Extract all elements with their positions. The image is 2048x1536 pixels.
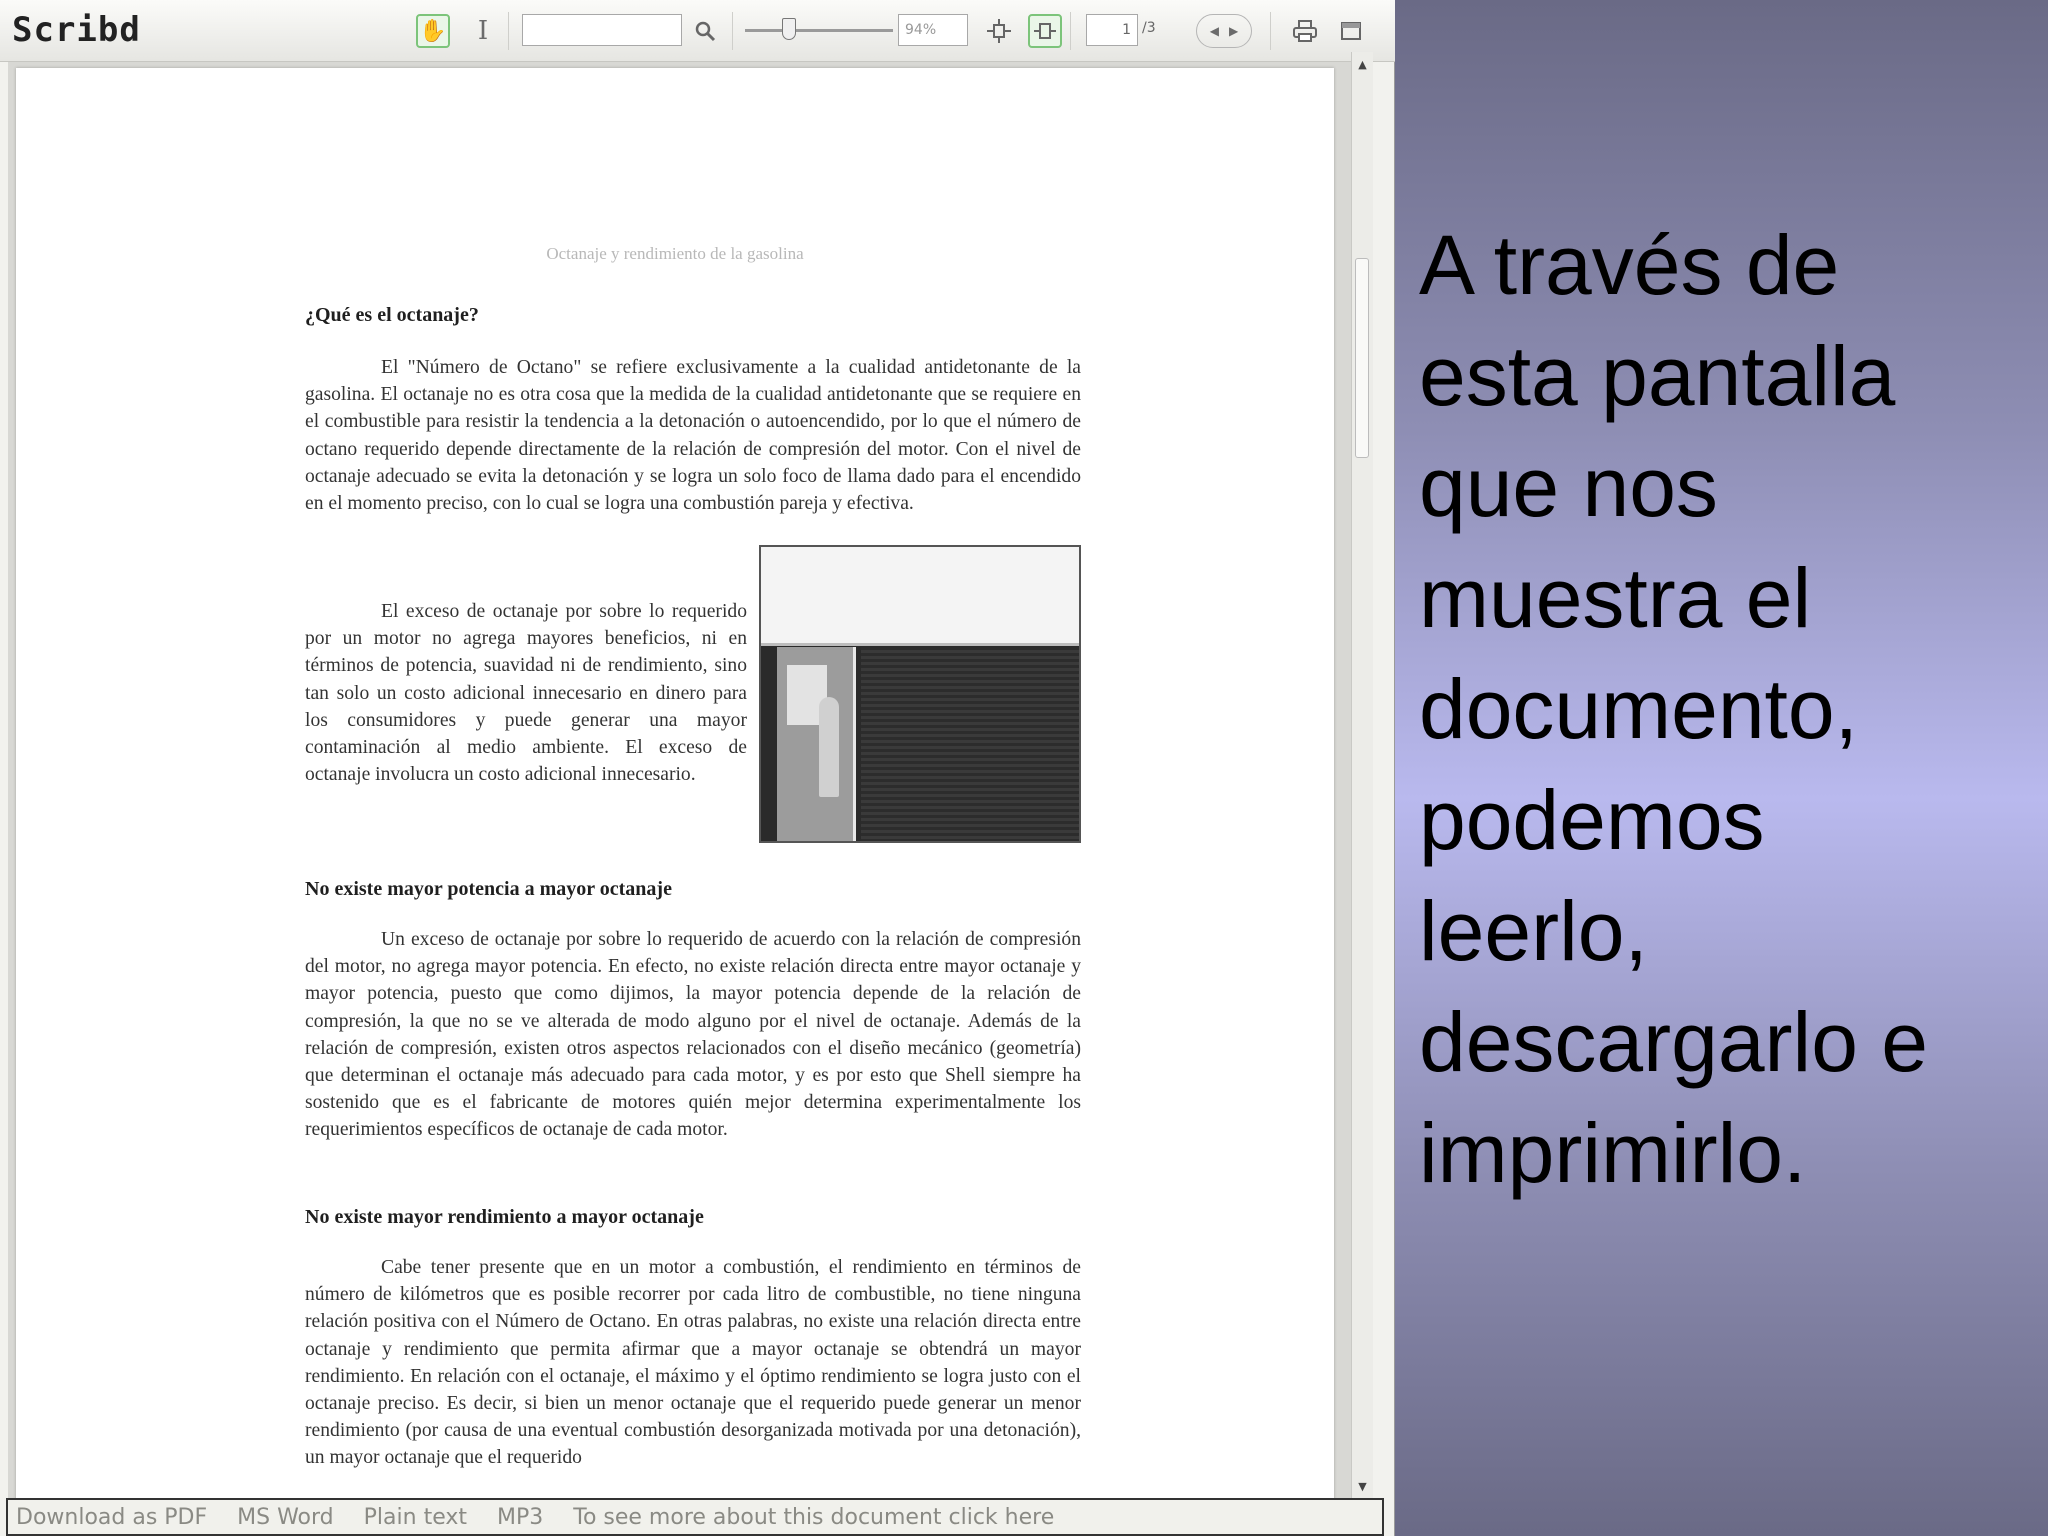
zoom-field[interactable] bbox=[898, 14, 968, 46]
arrow-left-icon[interactable]: ◀ bbox=[1209, 24, 1219, 38]
page-total: /3 bbox=[1142, 20, 1156, 36]
scroll-up-arrow[interactable]: ▲ bbox=[1358, 57, 1367, 71]
toolbar-divider bbox=[1070, 12, 1071, 50]
slide-text: A través de esta pantalla que nos muestra el documento, podemos leerlo, descargarlo e imprimirlo. bbox=[1419, 218, 1928, 1200]
page-header: Octanaje y rendimiento de la gasolina bbox=[546, 244, 804, 263]
paragraph: El "Número de Octano" se refiere exclusivamente a la cualidad antidetonante de la gasolina. El octanaje no es otra cosa que la medida de la cualidad antidetonante que se requiere en el combustible para resistir la tendencia a la detonación o autoencendido, por lo que el número de octano requerido depende directamente de la relación de compresión del motor. Con el nivel de octanaje adecuado se evita la detonación y se logra un solo foco de llama dado para el encendido en el momento preciso, con lo cual se logra una combustión pareja y efectiva. bbox=[305, 357, 1081, 515]
ms-word-link[interactable]: MS Word bbox=[237, 1504, 334, 1530]
toolbar-divider bbox=[1270, 12, 1271, 50]
download-link-bar bbox=[6, 1498, 1384, 1536]
page-nav-buttons[interactable] bbox=[1196, 14, 1252, 48]
section-heading: No existe mayor potencia a mayor octanaje bbox=[305, 878, 672, 900]
printer-icon bbox=[1292, 19, 1318, 43]
search-input[interactable] bbox=[522, 14, 682, 46]
scribd-logo: Scribd bbox=[12, 10, 141, 50]
text-select-button[interactable] bbox=[466, 14, 500, 48]
section-heading: ¿Qué es el octanaje? bbox=[305, 304, 479, 326]
scrollbar-thumb[interactable] bbox=[1355, 258, 1369, 458]
more-info-link[interactable]: To see more about this document click here bbox=[573, 1504, 1055, 1530]
fullscreen-icon bbox=[1340, 21, 1362, 41]
paragraph: Cabe tener presente que en un motor a combustión, el rendimiento en términos de número de kilómetros que es posible recorrer por cada litro de combustible, no tiene ninguna relación positiva con el Número de Octano. En otras palabras, no existe una relación directa entre octanaje y rendimiento que permita afirmar que a mayor octanaje se obtendrá un mayor rendimiento. En relación con el octanaje, el máximo y el óptimo rendimiento se logra justo con el octanaje preciso. Es decir, si bien un menor octanaje que el requerido puede generar un menor rendimiento (por causa de una eventual combustión desorganizada motivada por una detonación), un mayor octanaje que el requerido bbox=[305, 1257, 1081, 1469]
hand-icon: ✋ bbox=[419, 18, 447, 44]
paragraph: El exceso de octanaje por sobre lo requerido por un motor no agrega mayores beneficios, ni en términos de potencia, suavidad ni de rendimiento, sino tan solo un costo adicional innecesario en dinero para los consumidores y puede generar una mayor contaminación al medio ambiente. El exceso de octanaje involucra un costo adicional innecesario. bbox=[305, 601, 747, 786]
hand-tool-button[interactable] bbox=[416, 14, 450, 48]
paragraph: Un exceso de octanaje por sobre lo requerido de acuerdo con la relación de compresión del motor, no agrega mayor potencia. En efecto, no existe relación directa entre mayor octanaje y mayor potencia, puesto que como dijimos, la mayor potencia depende de la relación de compresión, la que no se ve alterada de modo alguno por el nivel de octanaje. Además de la relación de compresión, existen otros aspectos relacionados con el diseño mecánico (geometría) que determinan el octanaje más adecuado para cada motor, y es por esto que Shell siempre ha sostenido que es el fabricante de motores quién mejor determina experimentalmente los requerimientos específicos de octanaje de cada motor. bbox=[305, 929, 1081, 1141]
print-button[interactable] bbox=[1288, 14, 1322, 48]
vertical-scrollbar[interactable] bbox=[1351, 52, 1373, 1498]
fullscreen-button[interactable] bbox=[1334, 14, 1368, 48]
fit-page-button[interactable] bbox=[1028, 14, 1062, 48]
document-page bbox=[16, 68, 1334, 1498]
search-button[interactable] bbox=[688, 14, 722, 48]
zoom-slider-thumb[interactable] bbox=[782, 18, 796, 40]
fit-width-button[interactable] bbox=[982, 14, 1016, 48]
gas-station-photo bbox=[759, 545, 1081, 843]
toolbar-divider bbox=[732, 12, 733, 50]
magnifier-icon bbox=[694, 20, 716, 42]
plain-text-link[interactable]: Plain text bbox=[363, 1504, 467, 1530]
mp3-link[interactable]: MP3 bbox=[497, 1504, 544, 1530]
fit-width-icon bbox=[987, 19, 1011, 43]
arrow-right-icon[interactable]: ▶ bbox=[1229, 24, 1239, 38]
fit-page-icon bbox=[1033, 19, 1057, 43]
download-pdf-link[interactable]: Download as PDF bbox=[16, 1504, 208, 1530]
zoom-slider-track[interactable] bbox=[745, 29, 893, 32]
document-area[interactable] bbox=[8, 62, 1373, 1498]
viewer-toolbar bbox=[0, 0, 1395, 62]
section-heading: No existe mayor rendimiento a mayor octanaje bbox=[305, 1206, 704, 1228]
toolbar-divider bbox=[508, 12, 509, 50]
scroll-down-arrow[interactable]: ▼ bbox=[1358, 1479, 1367, 1493]
text-cursor-icon: I bbox=[477, 16, 489, 46]
page-number-input[interactable] bbox=[1086, 14, 1138, 46]
presentation-slide-panel bbox=[1395, 0, 2048, 1536]
